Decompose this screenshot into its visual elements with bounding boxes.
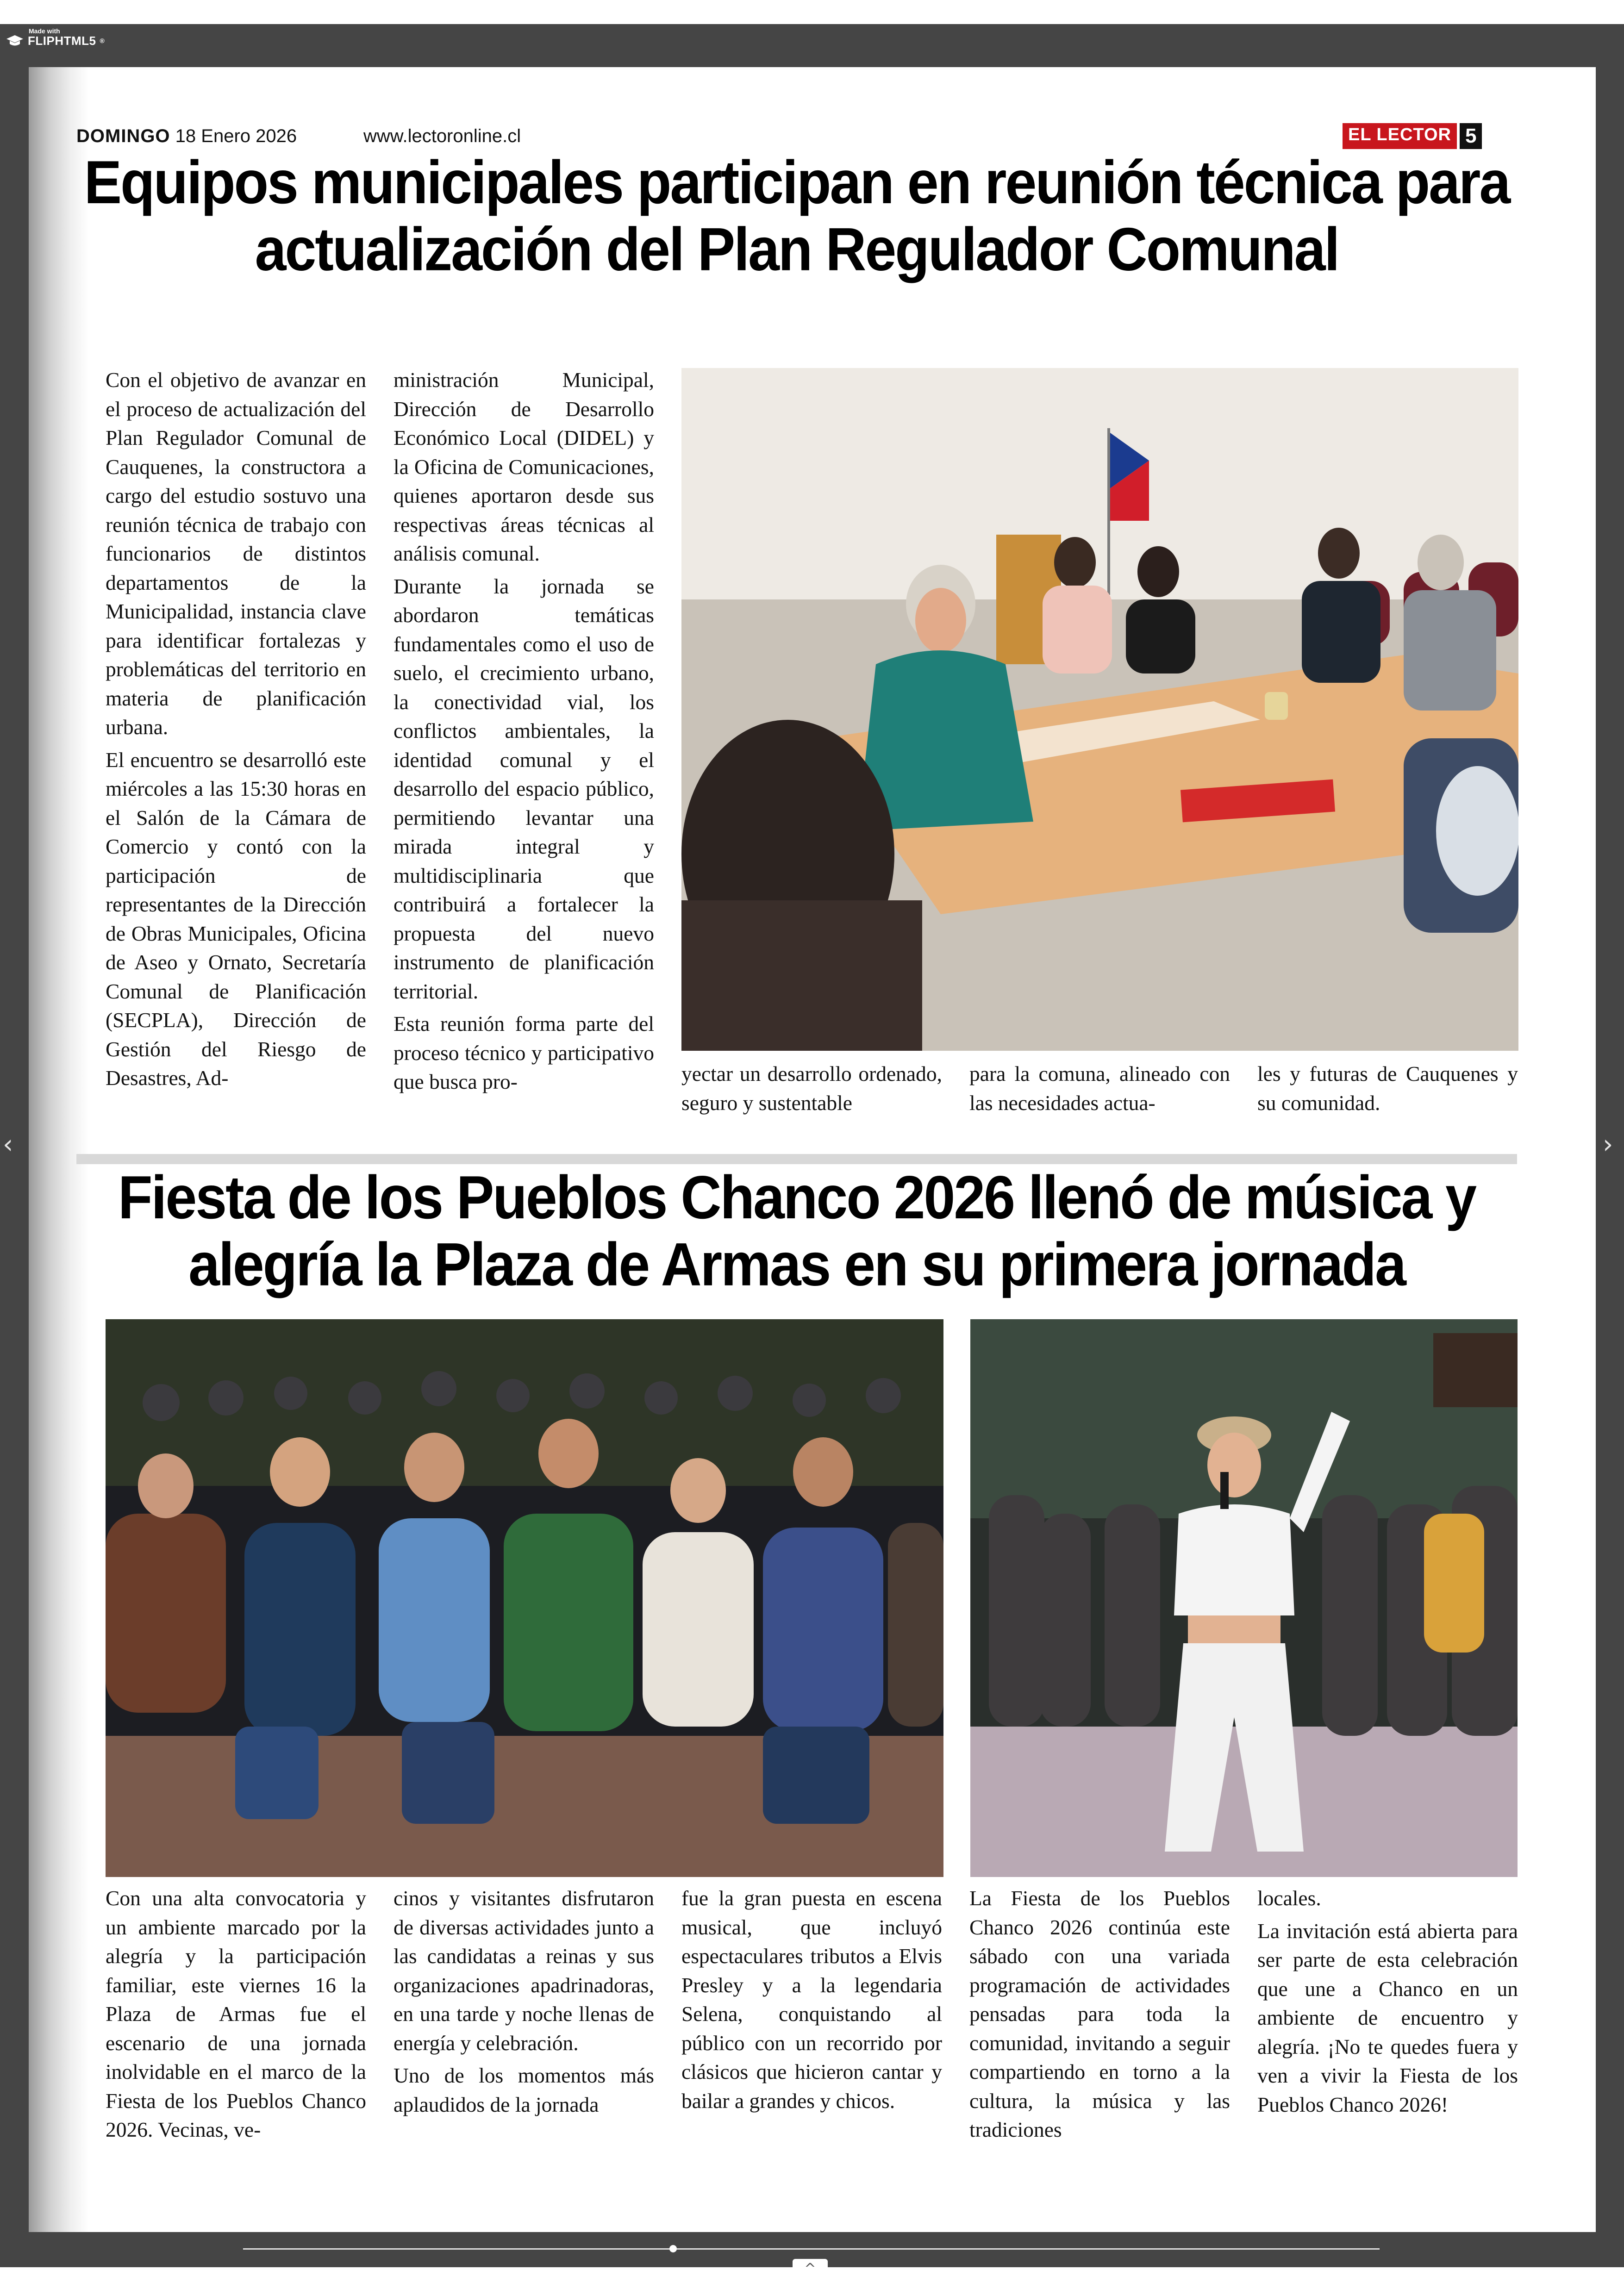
article1-col4-text: para la comuna, alineado con las necesidades actua- bbox=[969, 1062, 1230, 1115]
graduation-cap-icon bbox=[6, 34, 24, 47]
website-url: www.lectoronline.cl bbox=[363, 126, 521, 146]
article2-col2-p2: Uno de los momentos más aplaudidos de la jornada bbox=[394, 2064, 654, 2116]
article2-column-1 bbox=[106, 1884, 366, 2162]
article1-column-3 bbox=[681, 1060, 942, 1124]
page-header bbox=[76, 115, 1517, 147]
article1-headline bbox=[76, 149, 1517, 282]
scrubber-thumb[interactable] bbox=[669, 2245, 677, 2252]
previous-page-button[interactable]: ‹ bbox=[3, 1129, 13, 1160]
collapse-toolbar-button[interactable]: ^ bbox=[793, 2259, 828, 2277]
next-page-button[interactable]: › bbox=[1603, 1129, 1613, 1160]
page-scrubber[interactable] bbox=[0, 2240, 1624, 2259]
article1-col1-p2: El encuentro se desarrolló este miércoles a las 15:30 horas en el Salón de la Cámara de Comercio y contó con la participación de representantes de la Dirección de Obras Municipales, Oficina de Aseo y Ornato, Secretaría Comunal de Planificación (SECPLA), Dirección de Gestión del Riesgo de Desastres, Ad- bbox=[106, 748, 366, 1090]
article1-column-5 bbox=[1257, 1060, 1518, 1124]
article1-col1-p1: Con el objetivo de avanzar en el proceso de actualización del Plan Regulador Comunal de Cauquenes, la constructora a cargo del estudio sostuvo una reunión técnica de trabajo con funcionarios de distintos departamentos de la Municipalidad, instancia clave para identificar fortalezas y problemáticas del territorio en materia de planificación urbana. bbox=[106, 368, 366, 739]
article2-col3-p1: fue la gran puesta en escena musical, que incluyó espectaculares tributos a Elvis Presley y a la legendaria Selena, conquistando al público con un recorrido por clásicos que hicieron cantar y bailar a grandes y chicos. bbox=[681, 1886, 942, 2113]
article1-col2-p2: Durante la jornada se abordaron temáticas fundamentales como el uso de suelo, el crecimiento urbano, la conectividad vial, los conflictos ambientales, la identidad comunal y el desarrollo del espacio público, permitiendo levantar una mirada integral y multidisciplinaria que contribuirá a fortalecer la propuesta del nuevo instrumento de planificación territorial. bbox=[394, 574, 654, 1003]
page-number: 5 bbox=[1460, 123, 1482, 149]
article1-column-2 bbox=[394, 366, 654, 1125]
article1-column-1 bbox=[106, 366, 366, 1125]
article2-col1-p1: Con una alta convocatoria y un ambiente marcado por la alegría y la participación familiar, este viernes 16 la Plaza de Armas fue el escenario de una jornada inolvidable en el marco de la Fiesta de los Pueblos Chanco 2026. Vecinas, ve- bbox=[106, 1886, 366, 2141]
article-separator bbox=[76, 1154, 1517, 1164]
brand-registered: ® bbox=[100, 37, 105, 44]
page-binding-shadow bbox=[29, 67, 89, 2232]
fliphtml5-brand[interactable] bbox=[6, 28, 105, 47]
article2-column-4 bbox=[969, 1884, 1230, 2162]
issue-date-text: 18 Enero 2026 bbox=[175, 126, 297, 146]
issue-day: DOMINGO bbox=[76, 126, 170, 146]
article2-headline bbox=[76, 1164, 1517, 1297]
singer-photo bbox=[970, 1319, 1518, 1877]
el-lector-logo bbox=[1343, 123, 1482, 149]
article2-col2-p1: cinos y visitantes disfrutaron de diversas actividades junto a las candidatas a reinas y sus organizaciones apadrinadoras, en una tarde y noche llenas de energía y celebración. bbox=[394, 1886, 654, 2055]
article2-column-3 bbox=[681, 1884, 942, 2162]
made-with-label: Made with bbox=[29, 27, 60, 35]
article2-column-2 bbox=[394, 1884, 654, 2162]
article2-col5-p1: locales. bbox=[1257, 1886, 1321, 1910]
article1-col3-text: yectar un desarrollo ordenado, seguro y sustentable bbox=[681, 1062, 942, 1115]
audience-photo bbox=[106, 1319, 943, 1877]
article1-col2-p1: ministración Municipal, Dirección de Desarrollo Económico Local (DIDEL) y la Oficina de Comunicaciones, quienes aportaron desde sus respectivas áreas técnicas al análisis comunal. bbox=[394, 368, 654, 565]
brand-name: FLIPHTML5 bbox=[28, 34, 96, 48]
article2-headline-line1: Fiesta de los Pueblos Chanco 2026 llenó de música y bbox=[118, 1163, 1475, 1232]
article1-column-4 bbox=[969, 1060, 1230, 1124]
article1-headline-line1: Equipos municipales participan en reunión técnica para bbox=[84, 148, 1510, 217]
article2-headline-line2: alegría la Plaza de Armas en su primera jornada bbox=[188, 1230, 1405, 1298]
top-strip bbox=[0, 0, 1624, 24]
issue-date bbox=[76, 126, 297, 147]
article1-col5-text: les y futuras de Cauquenes y su comunidad. bbox=[1257, 1062, 1518, 1115]
article2-column-5 bbox=[1257, 1884, 1518, 2162]
article2-col4-p1: La Fiesta de los Pueblos Chanco 2026 continúa este sábado con una variada programación de actividades pensadas para toda la comunidad, invitando a seguir compartiendo en torno a la cultura, la música y las tradiciones bbox=[969, 1886, 1230, 2141]
scrubber-track[interactable] bbox=[243, 2248, 1380, 2250]
article1-col2-p3: Esta reunión forma parte del proceso técnico y participativo que busca pro- bbox=[394, 1012, 654, 1093]
article2-col5-p2: La invitación está abierta para ser parte de esta celebración que une a Chanco en un ambiente de encuentro y alegría. ¡No te quedes fuera y ven a vivir la Fiesta de los Pueblos Chanco 2026! bbox=[1257, 1919, 1518, 2116]
article1-headline-line2: actualización del Plan Regulador Comunal bbox=[255, 215, 1339, 283]
meeting-photo bbox=[681, 368, 1518, 1051]
logo-text: EL LECTOR bbox=[1343, 123, 1457, 149]
